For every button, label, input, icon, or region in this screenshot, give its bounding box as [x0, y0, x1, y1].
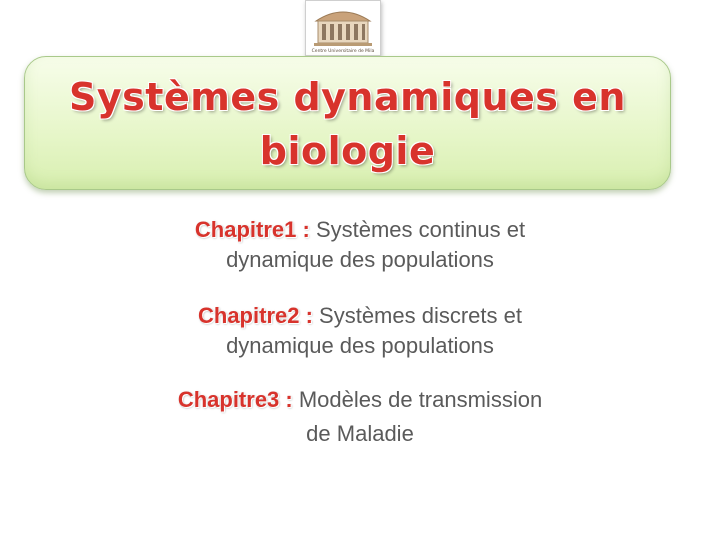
chapter-1-text: Systèmes continus et	[315, 217, 526, 242]
chapter-2-label: Chapitre2 :	[198, 303, 320, 328]
title-line-1: Systèmes dynamiques en	[69, 75, 626, 119]
chapter-1-label: Chapitre1 :	[194, 217, 316, 242]
university-logo	[305, 0, 381, 56]
university-building-icon	[306, 1, 380, 55]
slide-title	[24, 70, 671, 178]
chapter-2-text-2: dynamique des populations	[226, 333, 494, 358]
chapter-2-text: Systèmes discrets et	[319, 303, 522, 328]
chapter-1	[0, 215, 720, 275]
title-line-2: biologie	[259, 129, 436, 173]
chapter-1-text-2: dynamique des populations	[226, 247, 494, 272]
chapter-3-text-2: de Maladie	[306, 421, 414, 446]
logo-caption: Centre Universitaire de Mila	[311, 49, 375, 54]
chapter-3-text: Modèles de transmission	[298, 387, 543, 412]
chapter-2	[0, 301, 720, 361]
chapter-3	[0, 385, 720, 449]
chapter-3-label: Chapitre3 :	[177, 387, 299, 412]
